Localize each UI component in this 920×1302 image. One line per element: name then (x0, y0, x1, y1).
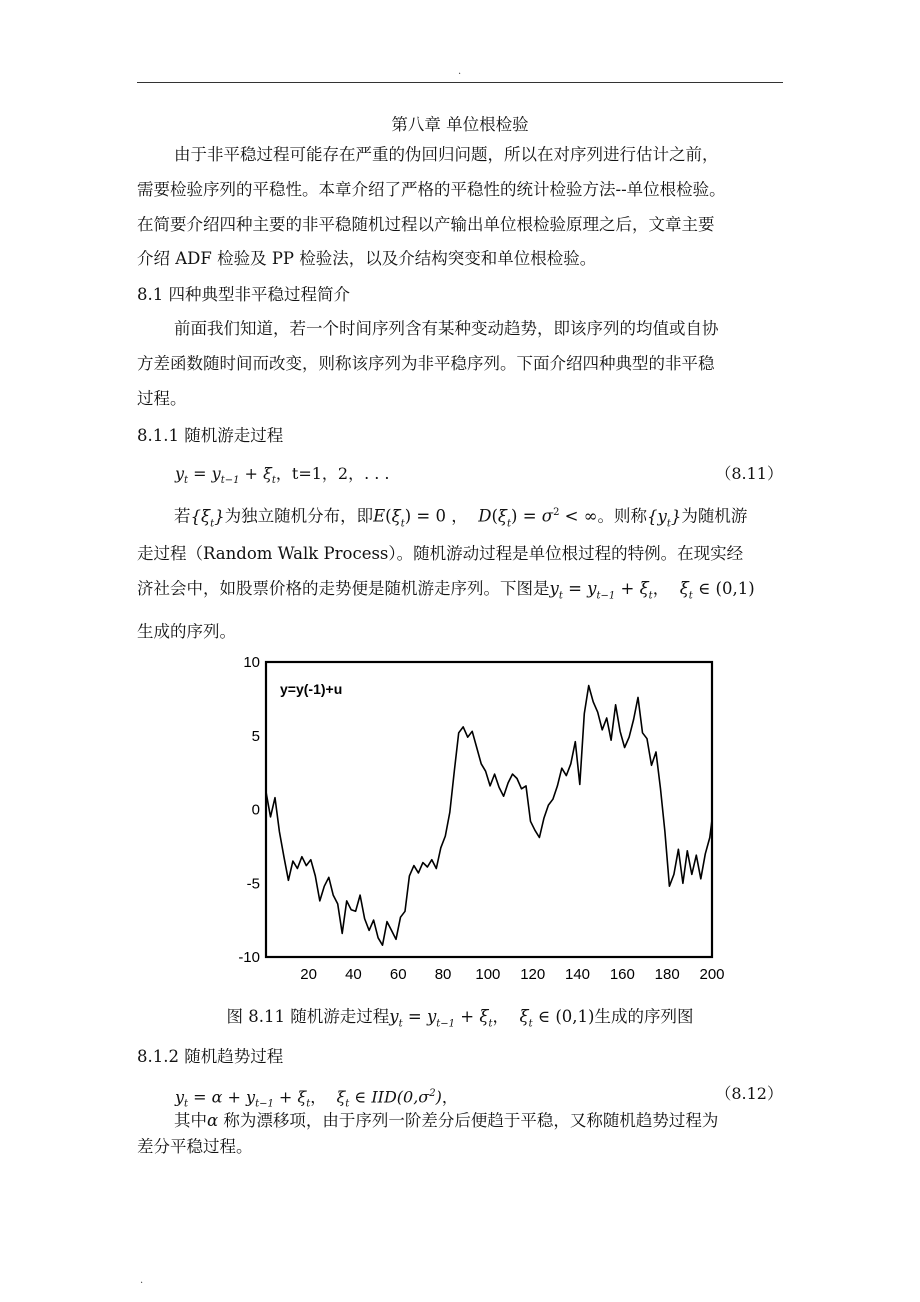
para-8-1-1-line-1: 若$\{\xi_t\}$为独立随机分布，即$E(\xi_t) = 0$ ， $D(\xi_t) = \sigma^2$ < ∞。则称$\{y_t\}$为随机游 (174, 506, 748, 529)
y-tick-label: -5 (246, 875, 260, 893)
y-axis (238, 654, 260, 966)
x-tick-label: 20 (300, 966, 317, 983)
intro-line-3: 在简要介绍四种主要的非平稳随机过程以产输出单位根检验原理之后，文章主要 (137, 215, 715, 234)
text-fragment: 称为漂移项，由于序列一阶差分后便趋于平稳，又称随机趋势过程为 (223, 1111, 719, 1130)
y-tick-label: 5 (251, 727, 260, 745)
equation-8-12: $y_t = \alpha + y_{t-1} + \xi_t$， $\xi_t$ ∈ $IID(0,\sigma^2)$， (175, 1087, 458, 1110)
header-dot: . (458, 66, 462, 77)
chart-title: y=y(-1)+u (280, 681, 343, 697)
x-tick-label: 200 (699, 966, 725, 983)
x-tick-label: 120 (520, 966, 546, 983)
x-tick-label: 60 (389, 966, 407, 983)
para-8-1-2-line-1: 其中α 称为漂移项，由于序列一阶差分后便趋于平稳，又称随机趋势过程为 (174, 1111, 719, 1130)
equation-8-11-number: （8.11） (715, 464, 783, 483)
random-walk-chart (228, 652, 732, 988)
chapter-title: 第八章 单位根检验 (391, 115, 529, 134)
x-tick-label: 100 (475, 966, 501, 983)
para-8-1-1-line-4: 生成的序列。 (137, 622, 236, 641)
intro-line-2: 需要检验序列的平稳性。本章介绍了严格的平稳性的统计检验方法--单位根检验。 (137, 180, 726, 199)
text-fragment: 济社会中，如股票价格的走势便是随机游走序列。下图是 (137, 579, 550, 598)
equation-8-11-suffix: ，t=1，2，. . . (275, 464, 390, 483)
plot-frame (266, 662, 712, 957)
para-8-1-1-line-2: 走过程（Random Walk Process）。随机游动过程是单位根过程的特例。在现实经 (137, 544, 744, 563)
header-rule (137, 82, 783, 83)
para-8-1-line-2: 方差函数随时间而改变，则称该序列为非平稳序列。下面介绍四种典型的非平稳 (137, 354, 715, 373)
para-8-1-line-3: 过程。 (137, 389, 187, 408)
equation-8-12-number: （8.12） (715, 1084, 783, 1103)
text-fragment: 。则称 (597, 506, 647, 526)
x-tick-label: 140 (565, 966, 591, 983)
section-heading-8-1: 8.1 四种典型非平稳过程简介 (137, 285, 350, 304)
y-tick-label: -10 (238, 949, 260, 966)
text-fragment: 为独立随机分布，即 (224, 506, 374, 526)
x-axis (300, 966, 724, 983)
para-8-1-2-line-2: 差分平稳过程。 (137, 1137, 253, 1156)
section-heading-8-1-2: 8.1.2 随机趋势过程 (137, 1047, 284, 1066)
x-tick-label: 40 (345, 966, 362, 983)
para-8-1-line-1: 前面我们知道，若一个时间序列含有某种变动趋势，即该序列的均值或自协 (174, 319, 719, 338)
equation-8-11: $y_t = y_{t-1} + \xi_t$，t=1，2，. . . (175, 464, 390, 487)
section-heading-8-1-1: 8.1.1 随机游走过程 (137, 426, 284, 445)
intro-line-4: 介绍 ADF 检验及 PP 检验法，以及介结构突变和单位根检验。 (137, 249, 597, 268)
x-tick-label: 80 (434, 966, 452, 983)
text-fragment: 图 8.11 随机游走过程 (226, 1007, 390, 1026)
y-tick-label: 0 (251, 801, 260, 819)
y-tick-label: 10 (243, 654, 260, 671)
x-tick-label: 160 (609, 966, 635, 983)
footer-dot: . (140, 1275, 144, 1286)
para-8-1-1-line-3: 济社会中，如股票价格的走势便是随机游走序列。下图是$y_t = y_{t-1} + \xi_t$， $\xi_t$ ∈ (0,1) (137, 579, 755, 602)
series-line (266, 686, 712, 946)
text-fragment: 其中 (174, 1111, 207, 1130)
text-fragment: 为随机游 (681, 506, 748, 526)
text-fragment: 生成的序列图 (594, 1007, 694, 1026)
intro-line-1: 由于非平稳过程可能存在严重的伪回归问题，所以在对序列进行估计之前， (174, 145, 719, 164)
figure-caption: 图 8.11 随机游走过程$y_t = y_{t-1} + \xi_t$， $\xi_t$ ∈ (0,1)生成的序列图 (226, 1007, 694, 1030)
x-tick-label: 180 (654, 966, 680, 983)
text-fragment: 若 (174, 506, 191, 526)
